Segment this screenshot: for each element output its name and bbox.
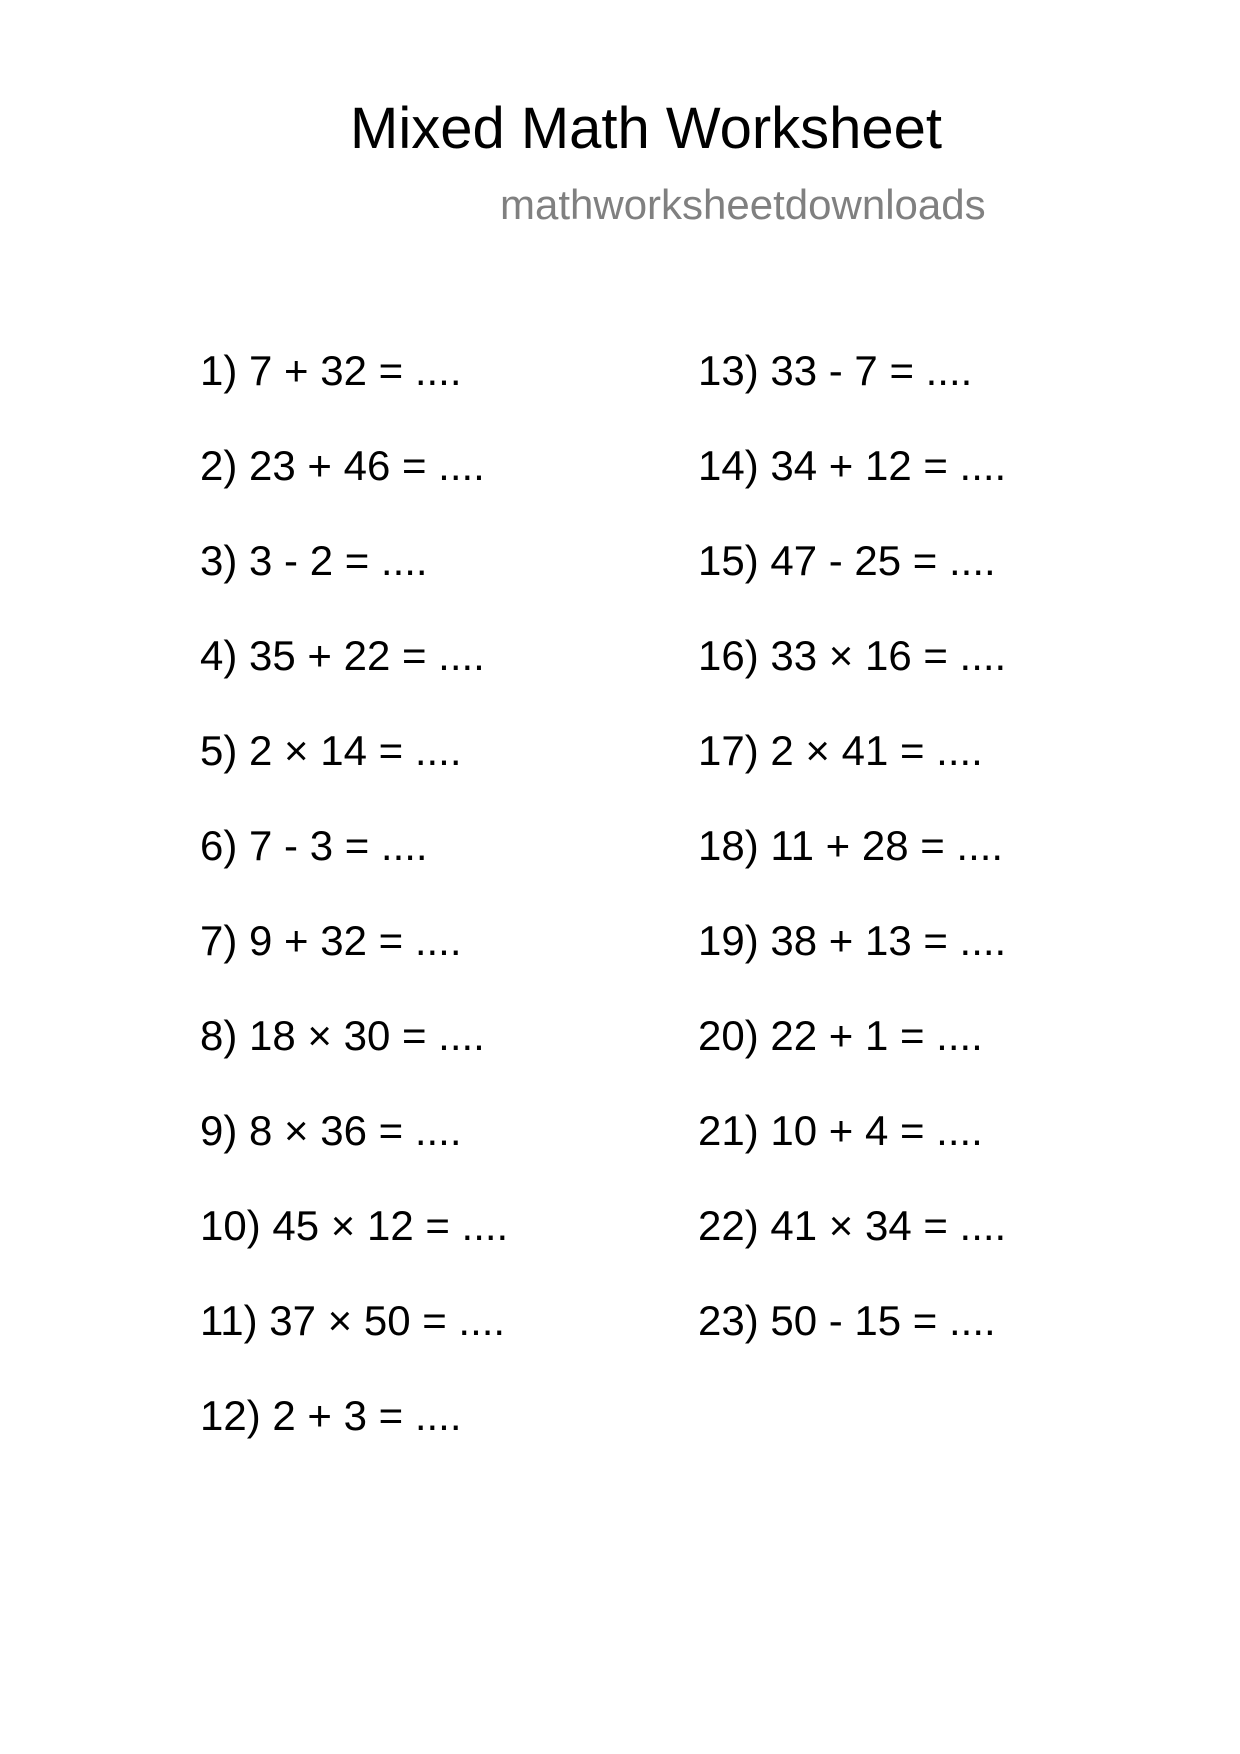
page-subtitle: mathworksheetdownloads	[500, 181, 986, 228]
problem-item: 8) 18 × 30 = ....	[200, 1012, 485, 1059]
problem-item: 19) 38 + 13 = ....	[698, 917, 1007, 964]
problem-item: 7) 9 + 32 = ....	[200, 917, 462, 964]
problem-item: 10) 45 × 12 = ....	[200, 1202, 509, 1249]
problem-column-right	[698, 347, 1007, 1395]
problem-item: 23) 50 - 15 = ....	[698, 1297, 996, 1344]
problem-item: 4) 35 + 22 = ....	[200, 632, 485, 679]
problem-item: 11) 37 × 50 = ....	[200, 1297, 506, 1344]
problem-item: 3) 3 - 2 = ....	[200, 537, 428, 584]
problem-item: 1) 7 + 32 = ....	[200, 347, 462, 394]
problem-column-left	[200, 347, 509, 1490]
problem-item: 16) 33 × 16 = ....	[698, 632, 1007, 679]
problem-item: 12) 2 + 3 = ....	[200, 1392, 462, 1439]
problem-item: 13) 33 - 7 = ....	[698, 347, 973, 394]
problem-item: 15) 47 - 25 = ....	[698, 537, 996, 584]
problem-item: 6) 7 - 3 = ....	[200, 822, 428, 869]
page-title: Mixed Math Worksheet	[350, 96, 943, 161]
problem-item: 21) 10 + 4 = ....	[698, 1107, 983, 1154]
problem-item: 9) 8 × 36 = ....	[200, 1107, 462, 1154]
problem-item: 22) 41 × 34 = ....	[698, 1202, 1007, 1249]
problem-item: 2) 23 + 46 = ....	[200, 442, 485, 489]
problem-item: 14) 34 + 12 = ....	[698, 442, 1007, 489]
problem-item: 20) 22 + 1 = ....	[698, 1012, 983, 1059]
problem-item: 5) 2 × 14 = ....	[200, 727, 462, 774]
problem-item: 17) 2 × 41 = ....	[698, 727, 983, 774]
problem-item: 18) 11 + 28 = ....	[698, 822, 1004, 869]
